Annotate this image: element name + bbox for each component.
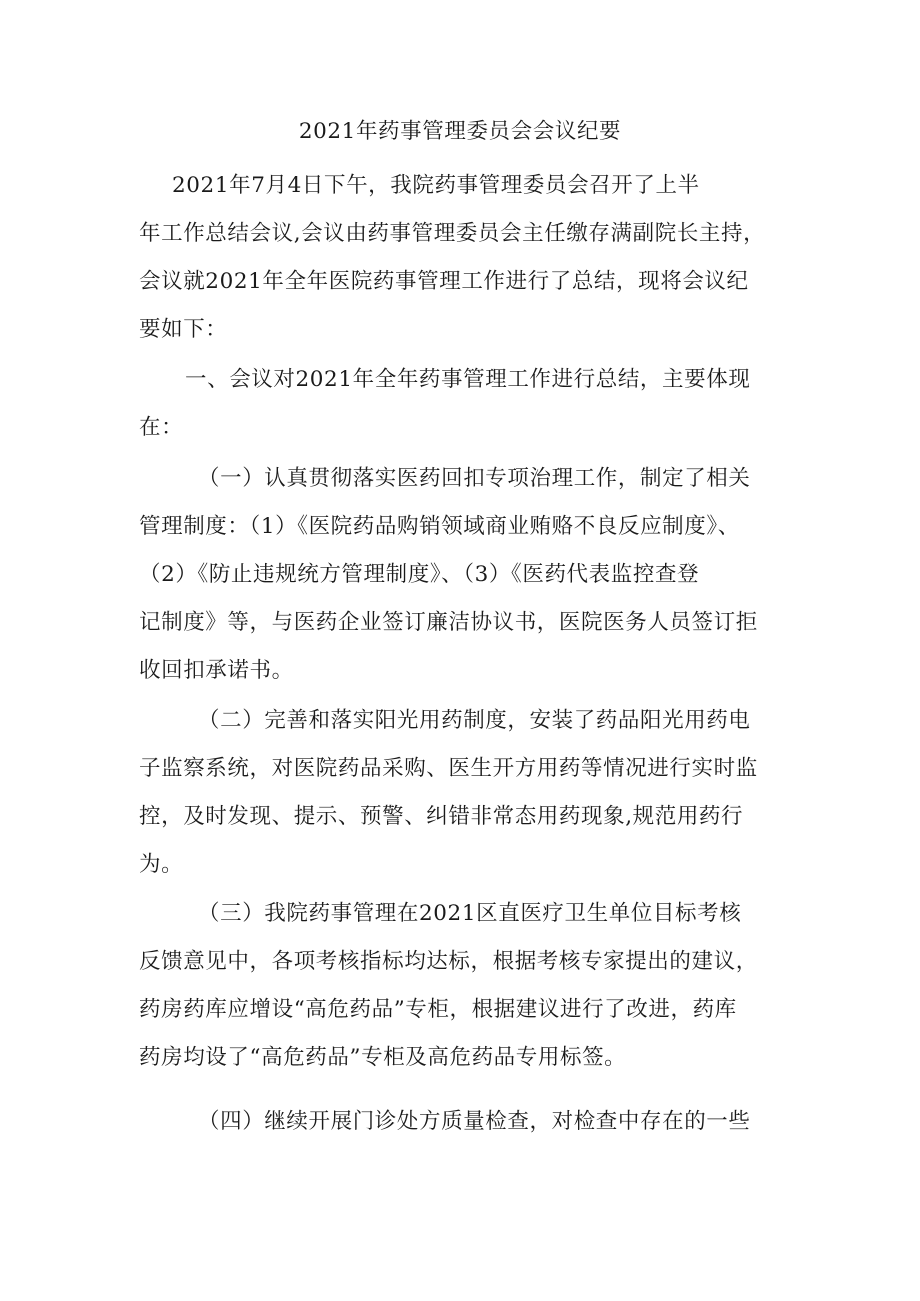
paragraph-line: （2）《防止违规统方管理制度》、（3）《医药代表监控查登 xyxy=(139,562,700,587)
paragraph-line: 控，及时发现、提示、预警、纠错非常态用药现象,规范用药行 xyxy=(139,804,744,829)
paragraph-line: 子监察系统，对医院药品采购、医生开方用药等情况进行实时监 xyxy=(139,756,758,781)
paragraph-line: 2021年7月4日下午，我院药事管理委员会召开了上半 xyxy=(172,173,700,198)
paragraph-line: 要如下： xyxy=(139,317,228,342)
paragraph-line: 反馈意见中，各项考核指标均达标，根据考核专家提出的建议， xyxy=(139,949,758,974)
paragraph-line: 在： xyxy=(139,415,184,440)
paragraph-line: 记制度》等，与医药企业签订廉洁协议书，医院医务人员签订拒 xyxy=(139,610,758,635)
paragraph-line: 一、会议对2021年全年药事管理工作进行总结，主要体现 xyxy=(185,367,751,392)
document-title: 2021年药事管理委员会会议纪要 xyxy=(298,119,622,144)
paragraph-line: 管理制度：（1）《医院药品购销领域商业贿赂不良反应制度》、 xyxy=(139,514,740,539)
paragraph-line: （二）完善和落实阳光用药制度，安装了药品阳光用药电 xyxy=(198,708,751,733)
paragraph-line: 药房均设了“高危药品”专柜及高危药品专用标签。 xyxy=(139,1045,627,1070)
paragraph-line: 为。 xyxy=(139,852,184,877)
paragraph-line: 药房药库应增设“高危药品”专柜，根据建议进行了改进，药库 xyxy=(139,997,737,1022)
paragraph-line: 收回扣承诺书。 xyxy=(139,658,294,683)
paragraph-line: （三）我院药事管理在2021区直医疗卫生单位目标考核 xyxy=(198,901,742,926)
paragraph-line: 会议就2021年全年医院药事管理工作进行了总结，现将会议纪 xyxy=(139,269,749,294)
paragraph-line: （四）继续开展门诊处方质量检查，对检查中存在的一些 xyxy=(198,1109,751,1134)
paragraph-line: （一）认真贯彻落实医药回扣专项治理工作，制定了相关 xyxy=(198,466,751,491)
paragraph-line: 年工作总结会议,会议由药事管理委员会主任缴存满副院长主持， xyxy=(139,221,766,246)
